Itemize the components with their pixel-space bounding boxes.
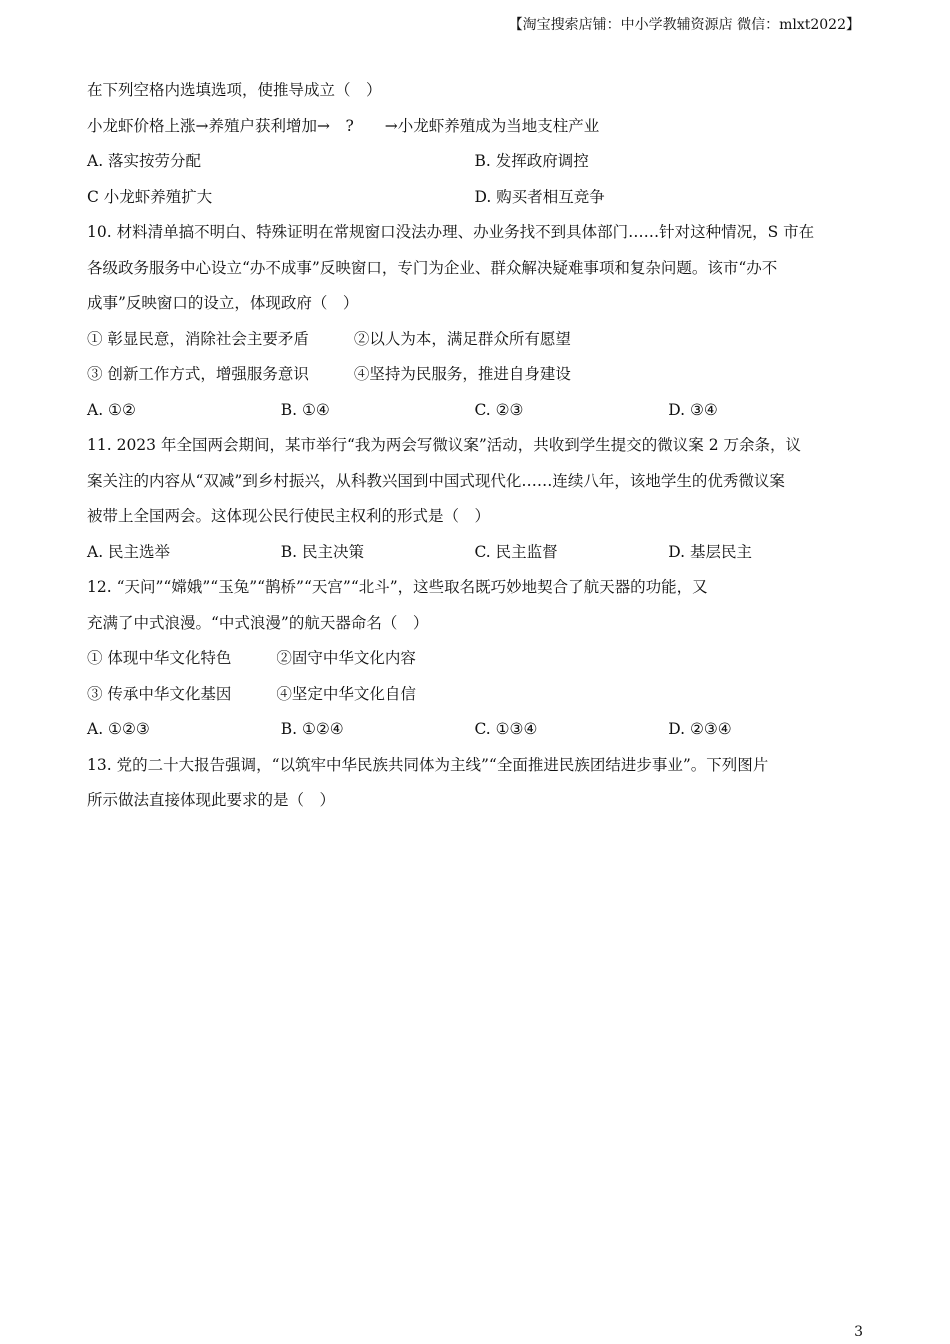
question-stem: 在下列空格内选填选项，使推导成立（ ） <box>87 81 382 99</box>
option-b: B. ①④ <box>280 400 330 419</box>
statement-2: ②以人为本，满足群众所有愿望 <box>353 329 571 348</box>
page-number: 3 <box>854 1324 863 1340</box>
option-b: B. ①②④ <box>280 720 344 738</box>
option-c: C. 民主监督 <box>474 542 558 561</box>
statements-row <box>87 322 862 358</box>
statement-3: ③ 创新工作方式，增强服务意识 <box>87 365 309 383</box>
statement-3: ③ 传承中华文化基因 <box>87 684 232 703</box>
options-row <box>87 712 862 748</box>
statements-row <box>87 677 862 713</box>
question-line: 10. 材料清单搞不明白、特殊证明在常规窗口没法办理、办业务找不到具体部门……针对这种情况，S 市在 <box>87 223 815 241</box>
question-line: 12. “天问”“嫦娥”“玉兔”“鹊桥”“天宫”“北斗”，这些取名既巧妙地契合了航天器的功能，又 <box>87 578 708 596</box>
option-c: C. ①③④ <box>474 720 538 738</box>
question-line: 13. 党的二十大报告强调，“以筑牢中华民族共同体为主线”“全面推进民族团结进步事业”。下列图片 <box>87 755 769 774</box>
inference-chain: 小龙虾价格上涨→养殖户获利增加→ ? →小龙虾养殖成为当地支柱产业 <box>87 116 600 135</box>
question-line: 各级政务服务中心设立“办不成事”反映窗口，专门为企业、群众解决疑难事项和复杂问题。该市“办不 <box>87 258 778 277</box>
option-c: C. ②③ <box>474 400 524 419</box>
options-row <box>87 393 862 429</box>
option-d: D. 基层民主 <box>668 542 752 561</box>
option-d: D. ③④ <box>668 400 718 419</box>
option-b: B. 发挥政府调控 <box>474 152 589 170</box>
question-line: 被带上全国两会。这体现公民行使民主权利的形式是（ ） <box>87 507 491 525</box>
question-line: 成事”反映窗口的设立，体现政府（ ） <box>87 294 359 312</box>
option-b: B. 民主决策 <box>280 542 364 561</box>
question-line: 11. 2023 年全国两会期间，某市举行“我为两会写微议案”活动，共收到学生提交的微议案 2 万余条，议 <box>87 436 802 454</box>
question-10 <box>87 215 862 428</box>
option-a: A. ①② <box>87 400 136 419</box>
option-d: D. ②③④ <box>668 720 732 738</box>
option-a: A. 落实按劳分配 <box>87 152 202 170</box>
statements-row <box>87 357 862 393</box>
statement-4: ④坚定中华文化自信 <box>276 684 416 703</box>
option-a: A. 民主选举 <box>87 542 171 561</box>
question-12 <box>87 570 862 748</box>
statements-row <box>87 641 862 677</box>
statement-4: ④坚持为民服务，推进自身建设 <box>353 365 571 383</box>
options-row <box>87 180 862 216</box>
statement-1: ① 体现中华文化特色 <box>87 649 232 667</box>
question-line: 充满了中式浪漫。“中式浪漫”的航天器命名（ ） <box>87 613 429 632</box>
question-line: 案关注的内容从“双减”到乡村振兴，从科教兴国到中国式现代化……连续八年，该地学生的优秀微议案 <box>87 471 785 490</box>
question-line: 所示做法直接体现此要求的是（ ） <box>87 791 336 809</box>
question-11 <box>87 428 862 570</box>
option-d: D. 购买者相互竞争 <box>474 187 605 206</box>
question-9 <box>87 73 862 215</box>
statement-1: ① 彰显民意，消除社会主要矛盾 <box>87 329 309 348</box>
options-row <box>87 144 862 180</box>
option-c: C 小龙虾养殖扩大 <box>87 187 213 206</box>
page-header: 【淘宝搜索店铺：中小学教辅资源店 微信：mlxt2022】 <box>508 17 860 33</box>
options-row <box>87 535 862 571</box>
question-13 <box>87 748 862 819</box>
statement-2: ②固守中华文化内容 <box>276 649 416 667</box>
option-a: A. ①②③ <box>87 720 150 738</box>
document-body <box>87 73 862 819</box>
